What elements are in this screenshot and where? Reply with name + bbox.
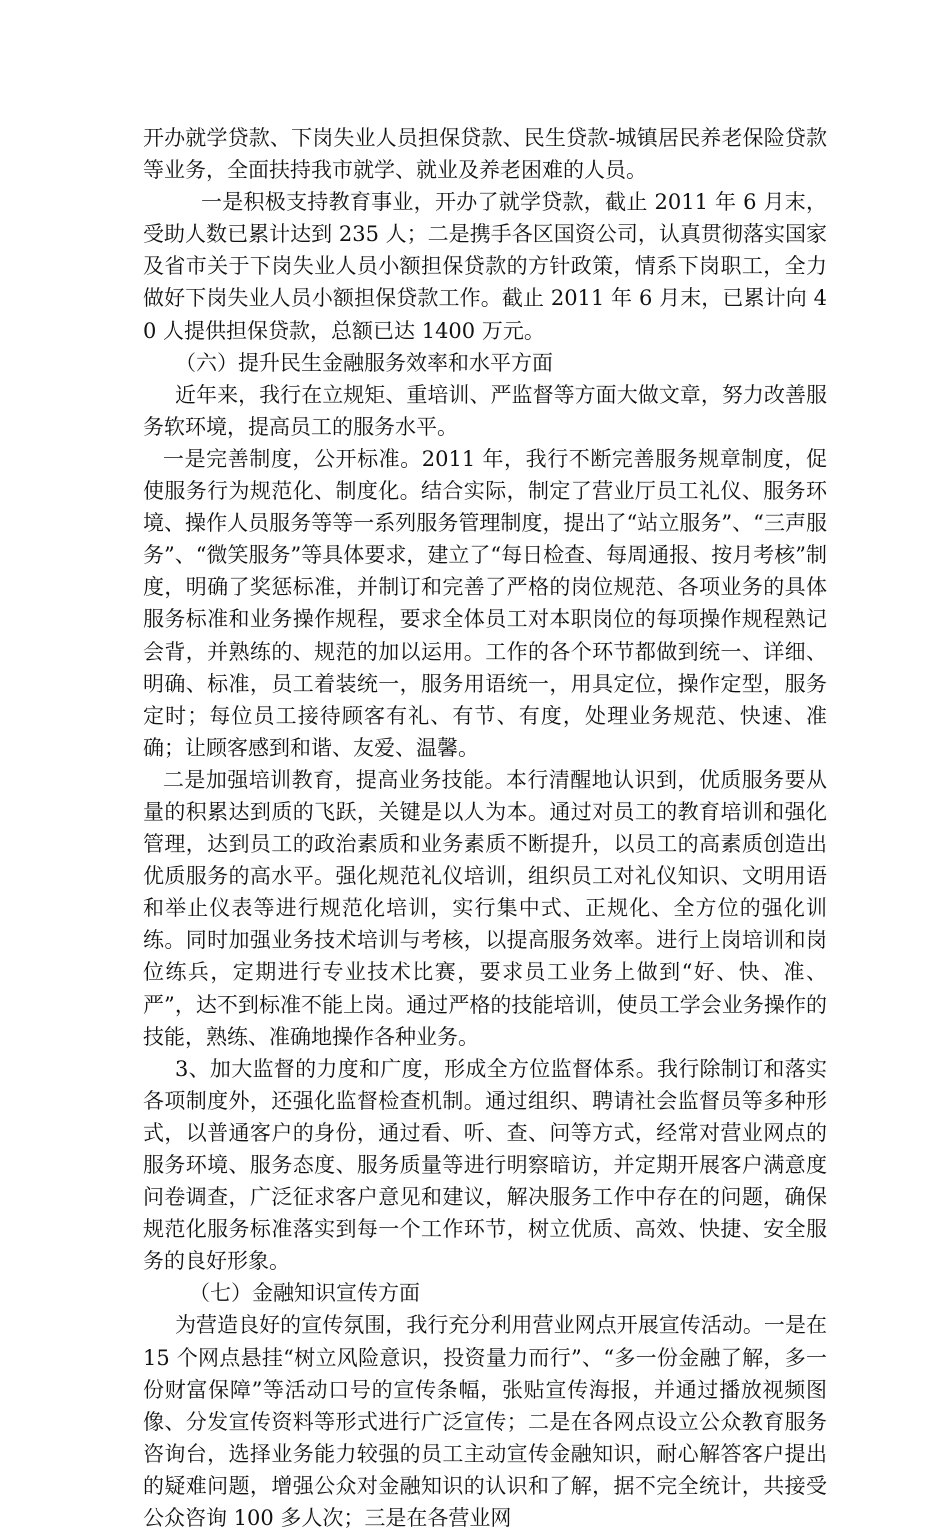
paragraph-education-loans: 一是积极支持教育事业，开办了就学贷款，截止 2011 年 6 月末，受助人数已累计达到 235 人；二是携手各区国资公司，认真贯彻落实国家及省市关于下岗失业人员小额担保贷款的方针政策，情系下岗职工，全力做好下岗失业人员小额担保贷款工作。截止 2011 年 6 月末，已累计向 40 人提供担保贷款，总额已达 1400 万元。: [143, 190, 827, 343]
paragraph-system-standards: 一是完善制度，公开标准。2011 年，我行不断完善服务规章制度，促使服务行为规范化、制度化。结合实际，制定了营业厅员工礼仪、服务环境、操作人员服务等等一系列服务管理制度，提出了“站立服务”、“三声服务”、“微笑服务”等具体要求，建立了“每日检查、每周通报、按月考核”制度，明确了奖惩标准，并制订和完善了严格的岗位规范、各项业务的具体服务标准和业务操作规程，要求全体员工对本职岗位的每项操作规程熟记会背，并熟练的、规范的加以运用。工作的各个环节都做到统一、详细、明确、标准，员工着装统一，服务用语统一，用具定位，操作定型，服务定时；每位员工接待顾客有礼、有节、有度，处理业务规范、快速、准确；让顾客感到和谐、友爱、温馨。: [143, 446, 827, 760]
section-heading-6: （六）提升民生金融服务效率和水平方面: [175, 350, 553, 375]
paragraph-service-overview: 近年来，我行在立规矩、重培训、严监督等方面大做文章，努力改善服务软环境，提高员工的服务水平。: [143, 382, 827, 439]
paragraph-supervision: 3、加大监督的力度和广度，形成全方位监督体系。我行除制订和落实各项制度外，还强化监督检查机制。通过组织、聘请社会监督员等多种形式，以普通客户的身份，通过看、听、查、问等方式，经常对营业网点的服务环境、服务态度、服务质量等进行明察暗访，并定期开展客户满意度问卷调查，广泛征求客户意见和建议，解决服务工作中存在的问题，确保规范化服务标准落实到每一个工作环节，树立优质、高效、快捷、安全服务的良好形象。: [143, 1056, 827, 1274]
document-body: [143, 122, 827, 1534]
paragraph-publicity: 为营造良好的宣传氛围，我行充分利用营业网点开展宣传活动。一是在 15 个网点悬挂“树立风险意识，投资量力而行”、“多一份金融了解，多一份财富保障”等活动口号的宣传条幅，张贴宣传海报，并通过播放视频图像、分发宣传资料等形式进行广泛宣传；二是在各网点设立公众教育服务咨询台，选择业务能力较强的员工主动宣传金融知识，耐心解答客户提出的疑难问题，增强公众对金融知识的认识和了解，据不完全统计，共接受公众咨询 100 多人次；三是在各营业网: [143, 1313, 827, 1531]
paragraph-intro-continuation: 开办就学贷款、下岗失业人员担保贷款、民生贷款-城镇居民养老保险贷款等业务，全面扶持我市就学、就业及养老困难的人员。: [143, 126, 827, 183]
section-heading-7: （七）金融知识宣传方面: [189, 1281, 420, 1306]
paragraph-training: 二是加强培训教育，提高业务技能。本行清醒地认识到，优质服务要从量的积累达到质的飞跃，关键是以人为本。通过对员工的教育培训和强化管理，达到员工的政治素质和业务素质不断提升，以员工的高素质创造出优质服务的高水平。强化规范礼仪培训，组织员工对礼仪知识、文明用语和举止仪表等进行规范化培训，实行集中式、正规化、全方位的强化训练。同时加强业务技术培训与考核，以提高服务效率。进行上岗培训和岗位练兵，定期进行专业技术比赛，要求员工业务上做到“好、快、准、严”，达不到标准不能上岗。通过严格的技能培训，使员工学会业务操作的技能，熟练、准确地操作各种业务。: [143, 767, 827, 1049]
